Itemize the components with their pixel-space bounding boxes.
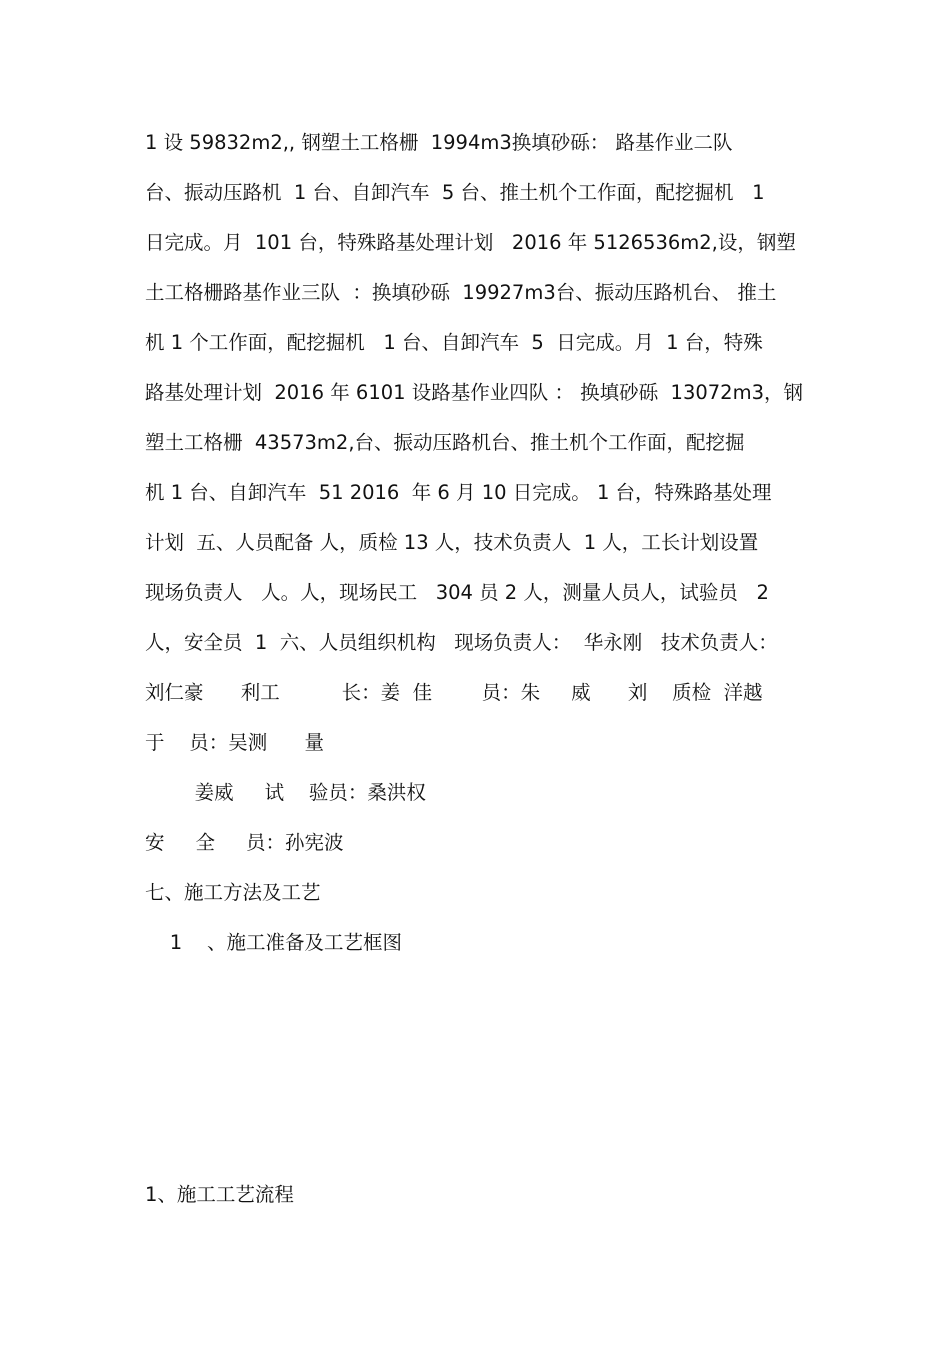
text-line-7: 塑土工格栅 43573m2,台、振动压路机台、推土机个工作面，配挖掘	[145, 431, 745, 454]
text-line-1: 1 设 59832m2,, 钢塑土工格栅 1994m3换填砂砾： 路基作业二队	[145, 131, 733, 154]
text-line-13: 于 员：吴测 量	[145, 731, 324, 754]
text-line-15: 安 全 员：孙宪波	[145, 831, 344, 854]
text-line-14: 姜威 试 验员：桑洪权	[145, 781, 426, 804]
text-line-10: 现场负责人 人。人，现场民工 304 员 2 人，测量人员人，试验员 2	[145, 581, 769, 604]
subsection-heading-1: 1 、施工准备及工艺框图	[145, 931, 402, 954]
text-line-4: 土工格栅路基作业三队 ：换填砂砾 19927m3台、振动压路机台、 推土	[145, 281, 777, 304]
text-line-2: 台、振动压路机 1 台、自卸汽车 5 台、推土机个工作面，配挖掘机 1	[145, 181, 765, 204]
text-line-6: 路基处理计划 2016 年 6101 设路基作业四队 ： 换填砂砾 13072m3，钢	[145, 381, 803, 404]
subsection-heading-process: 1、施工工艺流程	[145, 1183, 294, 1206]
text-line-11: 人，安全员 1 六、人员组织机构 现场负责人： 华永刚 技术负责人：	[145, 631, 778, 654]
text-line-8: 机 1 台、自卸汽车 51 2016 年 6 月 10 日完成。 1 台，特殊路基处理	[145, 481, 772, 504]
text-line-12: 刘仁豪 利工 长：姜 佳 员：朱 威 刘 质检 洋越	[145, 681, 763, 704]
text-line-5: 机 1 个工作面，配挖掘机 1 台、自卸汽车 5 日完成。月 1 台，特殊	[145, 331, 763, 354]
section-heading-7: 七、施工方法及工艺	[145, 881, 321, 904]
text-line-9: 计划 五、人员配备 人，质检 13 人，技术负责人 1 人，工长计划设置	[145, 531, 759, 554]
text-line-3: 日完成。月 101 台，特殊路基处理计划 2016 年 5126536m2,设，钢塑	[145, 231, 796, 254]
